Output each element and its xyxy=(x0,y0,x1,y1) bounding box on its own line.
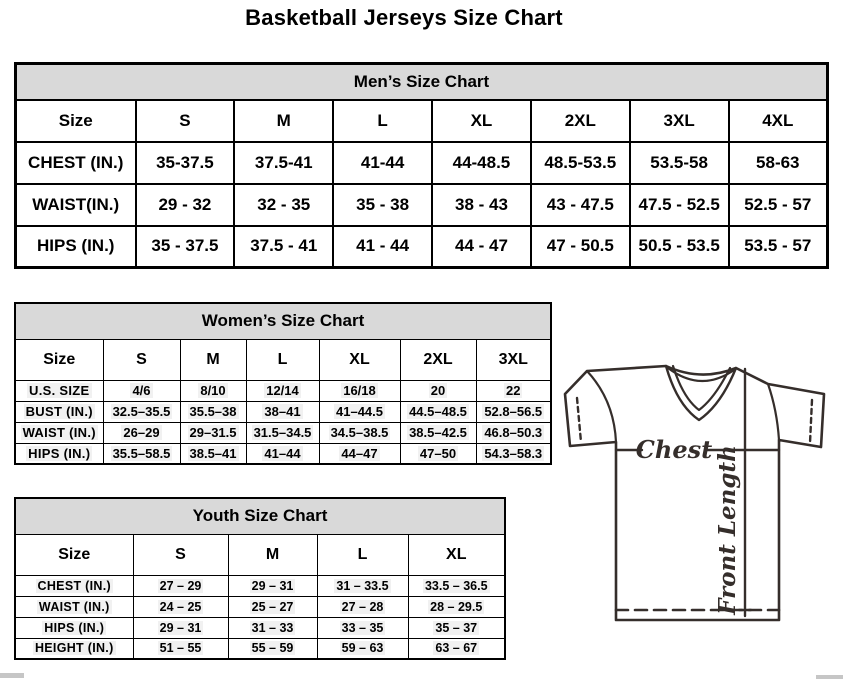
table-header-row xyxy=(15,534,505,575)
size-value-cell: 38–41 xyxy=(246,401,319,422)
row-label: WAIST (IN.) xyxy=(15,422,103,443)
size-value-cell: 47–50 xyxy=(400,443,476,464)
size-column-header: XL xyxy=(408,534,505,575)
table-row xyxy=(16,184,828,226)
size-value-cell: 12/14 xyxy=(246,380,319,401)
row-label: CHEST (IN.) xyxy=(15,575,133,596)
table-row xyxy=(15,638,505,659)
size-value-cell: 41–44.5 xyxy=(319,401,400,422)
size-value-cell: 29–31.5 xyxy=(180,422,246,443)
table-header-row xyxy=(16,100,828,142)
size-value-cell: 33.5 – 36.5 xyxy=(408,575,505,596)
size-value-cell: 53.5-58 xyxy=(630,142,729,184)
size-value-cell: 4/6 xyxy=(103,380,180,401)
size-column-header: S xyxy=(103,339,180,380)
size-column-header: L xyxy=(246,339,319,380)
row-label: WAIST (IN.) xyxy=(15,596,133,617)
size-value-cell: 28 – 29.5 xyxy=(408,596,505,617)
size-value-cell: 24 – 25 xyxy=(133,596,228,617)
size-column-header: XL xyxy=(319,339,400,380)
mens-table-title: Men’s Size Chart xyxy=(16,64,828,100)
horizontal-scrollbar-fragment-right[interactable] xyxy=(816,675,843,679)
size-value-cell: 38.5–42.5 xyxy=(400,422,476,443)
size-value-cell: 22 xyxy=(476,380,551,401)
size-value-cell: 47.5 - 52.5 xyxy=(630,184,729,226)
size-value-cell: 41–44 xyxy=(246,443,319,464)
horizontal-scrollbar-fragment-left[interactable] xyxy=(0,673,24,678)
jersey-measurement-diagram xyxy=(556,358,843,630)
size-value-cell: 33 – 35 xyxy=(317,617,408,638)
table-row xyxy=(15,596,505,617)
size-value-cell: 35.5–58.5 xyxy=(103,443,180,464)
size-column-header: 3XL xyxy=(476,339,551,380)
size-column-header: Size xyxy=(16,100,136,142)
size-value-cell: 32 - 35 xyxy=(234,184,333,226)
chest-label: Chest xyxy=(635,435,713,464)
table-row xyxy=(15,617,505,638)
size-value-cell: 29 – 31 xyxy=(133,617,228,638)
table-title-band xyxy=(15,498,505,534)
size-value-cell: 31.5–34.5 xyxy=(246,422,319,443)
size-value-cell: 34.5–38.5 xyxy=(319,422,400,443)
size-column-header: 2XL xyxy=(531,100,630,142)
size-value-cell: 37.5 - 41 xyxy=(234,226,333,268)
size-column-header: XL xyxy=(432,100,531,142)
table-row xyxy=(15,575,505,596)
size-value-cell: 52.5 - 57 xyxy=(729,184,828,226)
size-value-cell: 54.3–58.3 xyxy=(476,443,551,464)
table-row xyxy=(15,422,551,443)
size-column-header: 2XL xyxy=(400,339,476,380)
table-row xyxy=(16,142,828,184)
front-length-label: Front Length xyxy=(714,445,741,615)
size-value-cell: 46.8–50.3 xyxy=(476,422,551,443)
size-value-cell: 37.5-41 xyxy=(234,142,333,184)
size-value-cell: 31 – 33.5 xyxy=(317,575,408,596)
size-value-cell: 51 – 55 xyxy=(133,638,228,659)
row-label: HIPS (IN.) xyxy=(15,617,133,638)
size-value-cell: 32.5–35.5 xyxy=(103,401,180,422)
size-value-cell: 27 – 28 xyxy=(317,596,408,617)
size-column-header: M xyxy=(180,339,246,380)
size-value-cell: 44-48.5 xyxy=(432,142,531,184)
size-value-cell: 59 – 63 xyxy=(317,638,408,659)
size-value-cell: 55 – 59 xyxy=(228,638,317,659)
size-value-cell: 43 - 47.5 xyxy=(531,184,630,226)
row-label: HIPS (IN.) xyxy=(15,443,103,464)
size-column-header: Size xyxy=(15,534,133,575)
size-value-cell: 41-44 xyxy=(333,142,432,184)
row-label: U.S. SIZE xyxy=(15,380,103,401)
size-column-header: Size xyxy=(15,339,103,380)
size-column-header: 4XL xyxy=(729,100,828,142)
youth-table-title: Youth Size Chart xyxy=(15,498,505,534)
size-column-header: 3XL xyxy=(630,100,729,142)
size-value-cell: 8/10 xyxy=(180,380,246,401)
size-value-cell: 52.8–56.5 xyxy=(476,401,551,422)
size-column-header: L xyxy=(333,100,432,142)
jersey-outline xyxy=(565,366,824,620)
size-value-cell: 29 – 31 xyxy=(228,575,317,596)
size-value-cell: 38.5–41 xyxy=(180,443,246,464)
size-column-header: S xyxy=(133,534,228,575)
size-column-header: M xyxy=(234,100,333,142)
size-value-cell: 16/18 xyxy=(319,380,400,401)
mens-size-table xyxy=(14,62,829,269)
size-value-cell: 58-63 xyxy=(729,142,828,184)
table-title-band xyxy=(15,303,551,339)
size-column-header: L xyxy=(317,534,408,575)
row-label: CHEST (IN.) xyxy=(16,142,136,184)
size-column-header: M xyxy=(228,534,317,575)
size-value-cell: 44–47 xyxy=(319,443,400,464)
row-label: WAIST(IN.) xyxy=(16,184,136,226)
row-label: HEIGHT (IN.) xyxy=(15,638,133,659)
womens-table-title: Women’s Size Chart xyxy=(15,303,551,339)
table-row xyxy=(15,380,551,401)
row-label: BUST (IN.) xyxy=(15,401,103,422)
table-header-row xyxy=(15,339,551,380)
size-value-cell: 63 – 67 xyxy=(408,638,505,659)
size-value-cell: 25 – 27 xyxy=(228,596,317,617)
size-value-cell: 35.5–38 xyxy=(180,401,246,422)
size-column-header: S xyxy=(136,100,235,142)
row-label: HIPS (IN.) xyxy=(16,226,136,268)
size-value-cell: 20 xyxy=(400,380,476,401)
size-value-cell: 35 - 37.5 xyxy=(136,226,235,268)
size-value-cell: 35 – 37 xyxy=(408,617,505,638)
size-value-cell: 31 – 33 xyxy=(228,617,317,638)
table-row xyxy=(15,401,551,422)
size-value-cell: 35 - 38 xyxy=(333,184,432,226)
size-value-cell: 44.5–48.5 xyxy=(400,401,476,422)
page-title: Basketball Jerseys Size Chart xyxy=(245,5,563,30)
table-row xyxy=(15,443,551,464)
size-value-cell: 38 - 43 xyxy=(432,184,531,226)
size-value-cell: 27 – 29 xyxy=(133,575,228,596)
size-value-cell: 47 - 50.5 xyxy=(531,226,630,268)
size-value-cell: 50.5 - 53.5 xyxy=(630,226,729,268)
size-value-cell: 44 - 47 xyxy=(432,226,531,268)
youth-size-table xyxy=(14,497,506,660)
size-value-cell: 48.5-53.5 xyxy=(531,142,630,184)
womens-size-table xyxy=(14,302,552,465)
size-value-cell: 35-37.5 xyxy=(136,142,235,184)
table-row xyxy=(16,226,828,268)
table-title-band xyxy=(16,64,828,100)
size-value-cell: 41 - 44 xyxy=(333,226,432,268)
size-value-cell: 53.5 - 57 xyxy=(729,226,828,268)
size-value-cell: 26–29 xyxy=(103,422,180,443)
size-value-cell: 29 - 32 xyxy=(136,184,235,226)
